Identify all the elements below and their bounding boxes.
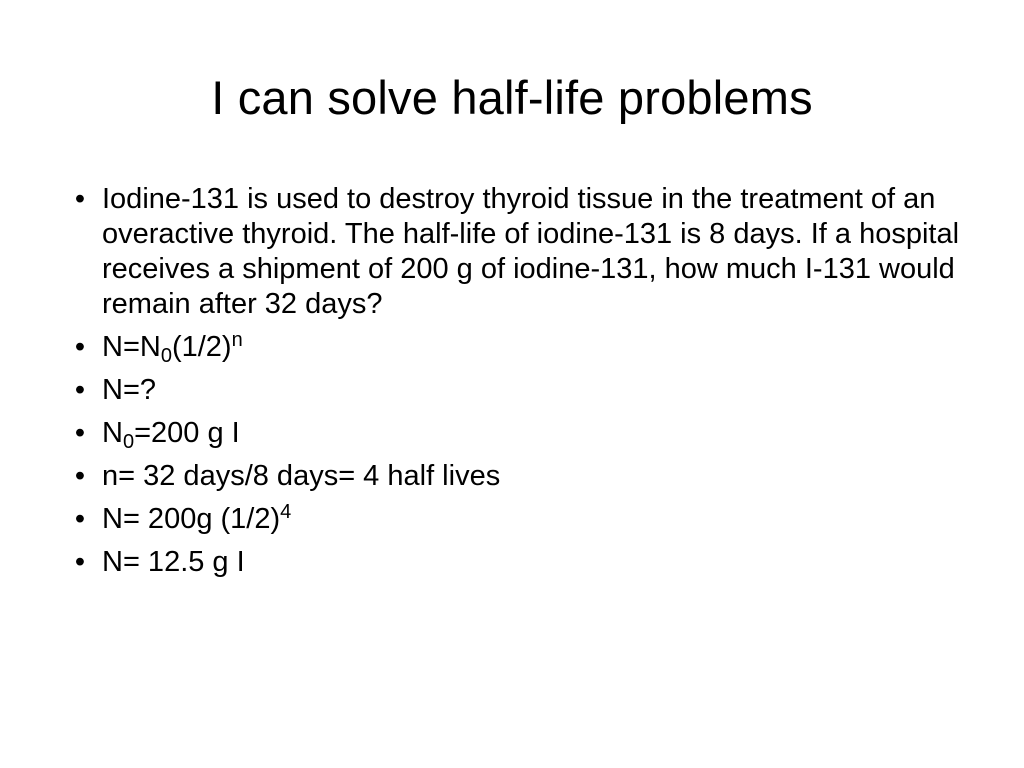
bullet-text: n= 32 days/8 days= 4 half lives <box>102 460 501 492</box>
initial-post: =200 g I <box>134 417 240 449</box>
bullet-formula <box>60 330 960 365</box>
bullet-half-lives <box>60 459 960 494</box>
bullet-icon: • <box>74 503 86 535</box>
bullet-icon: • <box>74 331 86 363</box>
bullet-icon: • <box>74 374 86 406</box>
bullet-problem-statement <box>60 182 960 322</box>
initial-pre: N <box>102 417 123 449</box>
bullet-list <box>60 182 960 588</box>
bullet-text: N= 12.5 g I <box>102 546 245 578</box>
formula-pre: N=N <box>102 331 161 363</box>
slide-title: I can solve half-life problems <box>211 71 813 124</box>
bullet-icon: • <box>74 460 86 492</box>
bullet-answer <box>60 545 960 580</box>
bullet-substitution <box>60 502 960 537</box>
bullet-icon: • <box>74 183 86 215</box>
formula-subscript: 0 <box>160 345 172 367</box>
substitution-superscript: 4 <box>280 501 292 523</box>
bullet-text: Iodine-131 is used to destroy thyroid tissue in the treatment of an overactive thyroid. The half-life of iodine-131 is 8 days. If a hospital receives a shipment of 200 g of iodine-131, how much I-131 would remain after 32 days? <box>102 183 960 320</box>
bullet-icon: • <box>74 546 86 578</box>
initial-subscript: 0 <box>122 431 135 453</box>
substitution-pre: N= 200g (1/2) <box>102 503 281 535</box>
bullet-text: N=? <box>102 374 157 406</box>
bullet-initial-amount <box>60 416 960 451</box>
bullet-icon: • <box>74 417 86 449</box>
bullet-unknown <box>60 373 960 408</box>
formula-mid: (1/2) <box>171 331 232 363</box>
formula-superscript: n <box>231 329 243 351</box>
